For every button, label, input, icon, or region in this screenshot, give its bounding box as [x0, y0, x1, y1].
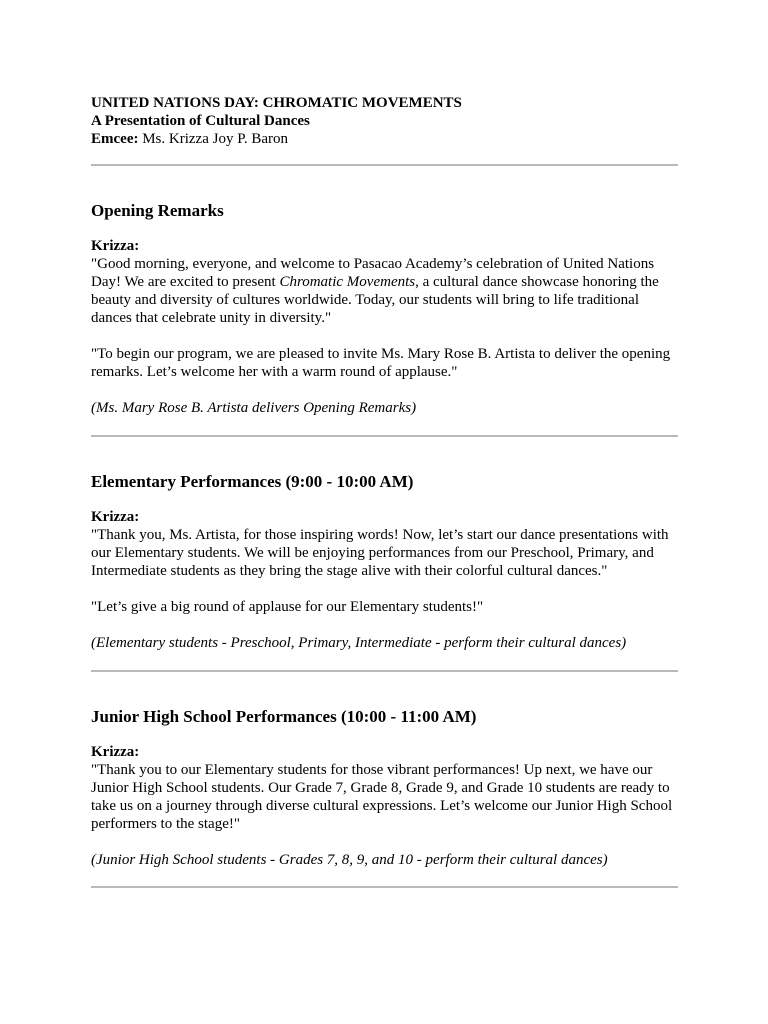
- speech-paragraph: "Let’s give a big round of applause for our Elementary students!": [91, 599, 484, 615]
- document-title: UNITED NATIONS DAY: CHROMATIC MOVEMENTS: [91, 95, 462, 111]
- emcee-name: Ms. Krizza Joy P. Baron: [138, 131, 289, 147]
- emcee-line: [91, 130, 679, 148]
- section-title: Junior High School Performances (10:00 - 11:00 AM): [91, 707, 477, 726]
- section-divider: [91, 164, 678, 166]
- speech-text: "Good morning, everyone, and welcome to Pasacao Academy’s celebration of United Nations Day! We are excited to present: [91, 256, 655, 290]
- speech-paragraph: "Thank you to our Elementary students for those vibrant performances! Up next, we have our Junior High School students. Our Grade 7, Grade 8, Grade 9, and Grade 10 students are ready to take us on a journey through diverse cultural expressions. Let’s welcome our Junior High School performers to the stage!": [91, 762, 673, 832]
- speaker-label: Krizza:: [91, 238, 140, 254]
- document-header: [91, 94, 679, 148]
- stage-direction: (Elementary students - Preschool, Primary, Intermediate - perform their cultural dances): [91, 635, 627, 651]
- section-elementary-performances: [91, 472, 679, 652]
- speech-paragraph: "To begin our program, we are pleased to invite Ms. Mary Rose B. Artista to deliver the opening remarks. Let’s welcome her with a warm round of applause.": [91, 346, 671, 380]
- section-junior-high-performances: [91, 707, 679, 869]
- section-divider: [91, 670, 678, 672]
- section-title: Elementary Performances (9:00 - 10:00 AM): [91, 472, 414, 491]
- speech-paragraph: "Thank you, Ms. Artista, for those inspiring words! Now, let’s start our dance presentations with our Elementary students. We will be enjoying performances from our Preschool, Primary, and Intermediate students as they bring the stage alive with their colorful cultural dances.": [91, 527, 669, 579]
- section-opening-remarks: [91, 201, 679, 417]
- speaker-label: Krizza:: [91, 744, 140, 760]
- stage-direction: (Junior High School students - Grades 7, 8, 9, and 10 - perform their cultural dances): [91, 852, 608, 868]
- speaker-label: Krizza:: [91, 509, 140, 525]
- section-divider: [91, 886, 678, 888]
- speech-paragraph: [91, 255, 679, 327]
- speech-text: , a cultural dance showcase honoring the beauty and diversity of cultures worldwide. Today, our students will bring to life traditional dances that celebrate unity in diversity.": [91, 274, 659, 326]
- emcee-label: Emcee:: [91, 131, 139, 147]
- document-subtitle: A Presentation of Cultural Dances: [91, 113, 310, 129]
- event-name-italic: Chromatic Movements: [279, 274, 416, 290]
- stage-direction: (Ms. Mary Rose B. Artista delivers Opening Remarks): [91, 400, 417, 416]
- section-divider: [91, 435, 678, 437]
- section-title: Opening Remarks: [91, 201, 224, 220]
